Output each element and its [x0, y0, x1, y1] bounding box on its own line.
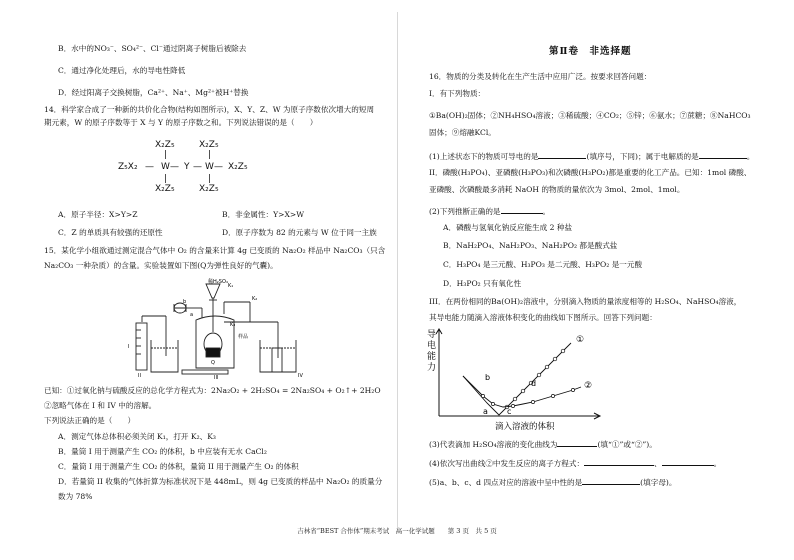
svg-text:IV: IV [298, 373, 303, 379]
curve-2-label: ② [584, 381, 593, 391]
answer-blank-5[interactable] [584, 457, 654, 466]
q16-5: (5)a、b、c、d 四点对应的溶液中呈中性的是 (填字母)。 [429, 478, 677, 487]
page-footer: 吉林省“BEST 合作体”期末考试 高一化学试题 第 3 页 共 5 页 [297, 527, 497, 535]
svg-text:电: 电 [427, 341, 437, 351]
q16-2-option-c: C．H₃PO₄ 是三元酸、H₃PO₃ 是二元酸、H₃PO₂ 是一元酸 [443, 260, 643, 269]
q15-note-2: ②忽略气体在 I 和 IV 中的溶解。 [44, 401, 157, 410]
svg-text:III: III [214, 375, 219, 380]
apparatus-diagram [120, 278, 310, 380]
substances-line-1: ①Ba(OH)₂固体；②NH₄HSO₄溶液；③稀硫酸；④CO₂；⑤锌；⑥氨水；⑦蔗糖；⑧NaHCO₃ [429, 111, 751, 120]
q14-stem-1: 14．科学家合成了一种新的共价化合物(结构如图所示)，X、Y、Z、W 为原子序数依次增大的短周 [44, 105, 375, 114]
q16-2-option-a: A．磷酸与氢氧化钠反应能生成 2 种盐 [443, 223, 573, 232]
svg-text:b: b [183, 299, 187, 305]
q16-2-option-d: D．H₃PO₂ 只有氧化性 [443, 279, 522, 288]
svg-text:K₂: K₂ [252, 296, 258, 302]
right-column [397, 0, 794, 560]
q15-option-b: B．量筒 I 用于测量产生 CO₂ 的体积，b 中应装有无水 CaCl₂ [58, 447, 267, 456]
q13-option-c: C．通过净化处理后，水的导电性降低 [58, 66, 186, 75]
q16-2-option-b: B．NaH₂PO₄、NaH₂PO₃、NaH₂PO₂ 都是酸式盐 [443, 241, 618, 250]
svg-text:I: I [128, 344, 130, 350]
q14-option-b: B．非金属性：Y>X>W [222, 210, 305, 219]
svg-text:样品: 样品 [238, 334, 249, 340]
point-c-label: c [507, 407, 512, 416]
svg-text:力: 力 [427, 363, 437, 373]
q13-option-d: D．经过阳离子交换树脂，Ca²⁺、Na⁺、Mg²⁺被H⁺替换 [58, 88, 249, 97]
answer-blank-6[interactable] [662, 457, 714, 466]
answer-blank-1[interactable] [538, 150, 586, 159]
svg-text:导: 导 [427, 330, 437, 340]
point-d-label: d [531, 379, 537, 388]
acid-label: 稀H₂SO₄ [208, 279, 228, 285]
part-ii-line-2: 亚磷酸、次磷酸最多消耗 NaOH 的物质的量依次为 3mol、2mol、1mol。 [429, 185, 685, 194]
svg-text:能: 能 [427, 352, 437, 362]
curve-1-label: ① [576, 335, 585, 345]
part-iii-line-2: 其导电能力随滴入溶液体积变化的曲线如下图所示。回答下列问题： [429, 313, 657, 322]
point-a-label: a [483, 407, 488, 416]
q14-stem-2: 期元素，W 的原子序数等于 X 与 Y 的原子序数之和。下列说法错误的是（ ） [44, 118, 318, 127]
part-iii-line-1: III．在两份相同的Ba(OH)₂溶液中，分别滴入物质的量浓度相等的 H₂SO₄、NaHSO₄溶液， [429, 297, 742, 306]
answer-blank-4[interactable] [557, 438, 597, 447]
q14-option-a: A．原子半径：X>Y>Z [58, 210, 138, 219]
answer-blank-3[interactable] [501, 205, 543, 214]
q16-2: (2)下列推断正确的是 。 [429, 207, 551, 216]
answer-blank-2[interactable] [699, 150, 747, 159]
q15-note-1: 已知：①过氧化钠与硫酸反应的总化学方程式为：2Na₂O₂ + 2H₂SO₄ = 2Na₂SO₄ + O₂↑+ 2H₂O [44, 386, 381, 395]
q15-option-d-1: D．若量筒 II 收集的气体折算为标准状况下是 448mL，则 4g 已变质的样品中 Na₂O₂ 的质量分 [58, 477, 383, 486]
q15-option-c: C．量筒 I 用于测量产生 CO₂ 的体积，量筒 II 用于测量产生 O₂ 的体积 [58, 462, 299, 471]
q15-stem-2: Na₂CO₃ 一种杂质）的含量。实验装置如下图(Q为弹性良好的气囊)。 [44, 261, 278, 270]
q16-intro: 16．物质的分类及转化在生产生活中应用广泛。按要求回答问题： [429, 72, 652, 81]
q16-3: (3)代表滴加 H₂SO₄溶液的变化曲线为 (填“①”或“②”)。 [429, 440, 657, 449]
q16-1: (1)上述状态下的物质可导电的是 (填序号，下同)；属于电解质的是 。 [429, 152, 755, 161]
q15-question: 下列说法正确的是（ ） [44, 416, 136, 425]
point-b-label: b [485, 373, 491, 382]
q16-4: (4)依次写出曲线②中发生反应的离子方程式： 、 。 [429, 459, 722, 468]
q15-option-d-2: 数为 78% [58, 492, 93, 501]
x-axis-label: 滴入溶液的体积 [495, 422, 555, 432]
q14-option-d: D．原子序数为 82 的元素与 W 位于同一主族 [222, 228, 377, 237]
svg-text:K₁: K₁ [228, 283, 234, 289]
svg-text:II: II [138, 373, 141, 379]
section-title: 第Ⅱ卷 非选择题 [549, 46, 632, 57]
svg-text:K₃: K₃ [230, 322, 236, 328]
svg-text:a: a [190, 312, 194, 318]
conductivity-graph [427, 328, 607, 432]
svg-text:Q: Q [211, 360, 215, 366]
left-column: B．水中的NO₃⁻、SO₄²⁻、Cl⁻通过阴离子树脂后被除去 C．通过净化处理后，水的导电性降低 D．经过阳离子交换树脂，Ca²⁺、Na⁺、Mg²⁺被H⁺替换 14．科学家合成了一种新的共价化合物(结构如图所示)，X、Y、Z、W 为原子序数依次增大的短周 期元素，W 的原子序数等于 X 与 Y 的原子序数之和。下列说法错误的是（ ） X₂Z₅ X₂Z₅ | | Z₅X₂ — W — Y — W — X₂Z₅ | | X₂Z₅ X₂Z₅ A．原子半径：X>Y>Z B．非金属性：Y>X>W C．Z 的单质具有较强的还原性 D．原子序数为 82 的元素与 W 位于同一主族 15．某化学小组欲通过测定混合气体中 O₂ 的含量来计算 4g 已变质的 Na₂O₂ 样品中 Na₂CO₃（只含 Na₂CO₃ 一种杂质）的含量。实验装置如下图(Q为弹性良好的气囊)。 稀H₂SO₄ K₁ K₂ K₃ 样品 b a Q I II III IV 已知：①过氧化钠与硫酸反应的总化学方程式为：2Na₂O₂ + 2H₂SO₄ = 2Na₂SO₄ + O₂↑+ 2H₂O ②忽略气体在 I 和 IV 中的溶解。 下列说法正确的是（ ） A．测定气体总体积必须关闭 K₁，打开 K₂、K₃ B．量筒 I 用于测量产生 CO₂ 的体积，b 中应装有无水 CaCl₂ C．量筒 I 用于测量产生 CO₂ 的体积，量筒 II 用于测量产生 O₂ 的体积 D．若量筒 II 收集的气体折算为标准状况下是 448mL，则 4g 已变质的样品中 Na₂O₂ 的质量分 数为 78% [44, 44, 386, 501]
part-i-heading: I．有下列物质： [429, 89, 486, 98]
q15-option-a: A．测定气体总体积必须关闭 K₁，打开 K₂、K₃ [58, 432, 216, 441]
q15-stem-1: 15．某化学小组欲通过测定混合气体中 O₂ 的含量来计算 4g 已变质的 Na₂O₂ 样品中 Na₂CO₃（只含 [44, 246, 386, 255]
curve-1 [463, 343, 571, 415]
part-ii-line-1: II．磷酸(H₃PO₄)、亚磷酸(H₃PO₃)和次磷酸(H₃PO₂)都是重要的化工产品。已知：1mol 磷酸、 [429, 168, 752, 177]
q14-option-c: C．Z 的单质具有较强的还原性 [58, 228, 163, 237]
substances-line-2: 固体；⑨熔融KCl。 [429, 128, 496, 137]
answer-blank-7[interactable] [582, 476, 640, 485]
q13-option-b: B．水中的NO₃⁻、SO₄²⁻、Cl⁻通过阴离子树脂后被除去 [58, 44, 247, 53]
